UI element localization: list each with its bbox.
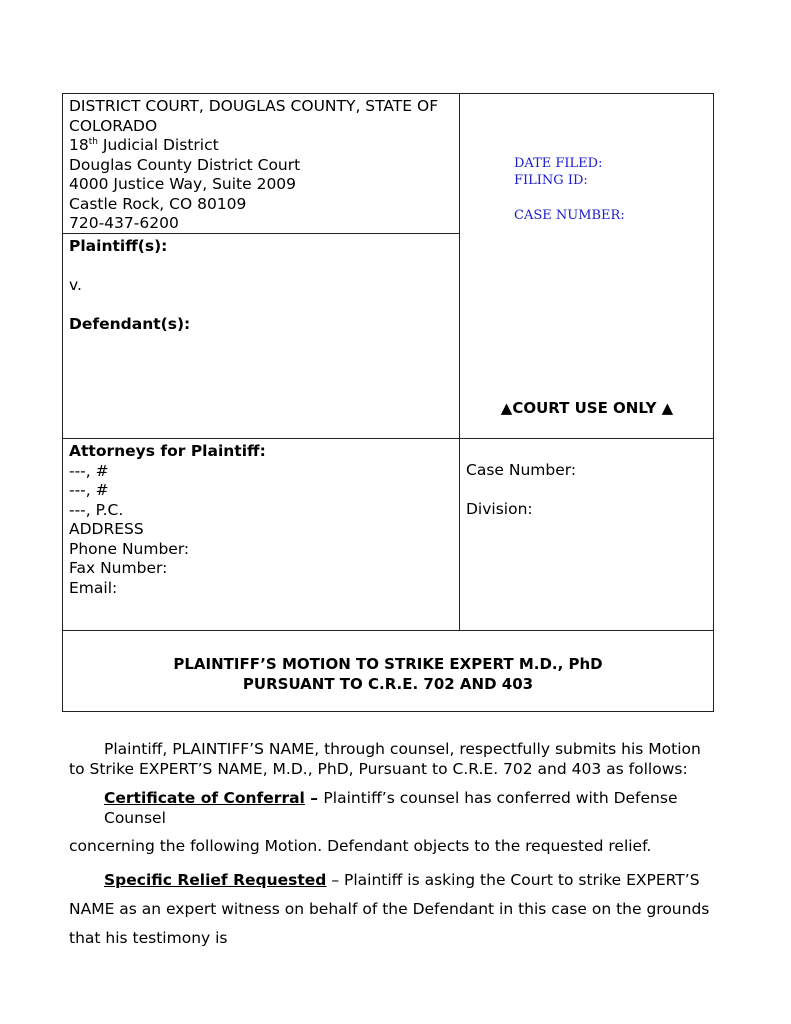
court-city: Castle Rock, CO 80109 <box>69 194 247 213</box>
attorney-line-1: ---, # <box>69 461 109 480</box>
division-label: Division: <box>466 500 533 518</box>
relief-text-line-2: NAME as an expert witness on behalf of the Defendant in this case on the grounds <box>69 900 710 918</box>
parties <box>69 237 190 335</box>
relief-text-line-3: that his testimony is <box>69 929 228 947</box>
attorney-fax: Fax Number: <box>69 559 168 577</box>
attorneys-info <box>69 442 266 598</box>
conferral-paragraph: Certificate of Conferral – Plaintiff’s counsel has conferred with Defense Counsel <box>104 789 704 828</box>
intro-paragraph <box>69 740 714 779</box>
date-filed-label: DATE FILED: <box>514 156 603 171</box>
relief-heading: Specific Relief Requested <box>104 871 327 889</box>
relief-paragraph <box>69 866 714 953</box>
filing-id-label: FILING ID: <box>514 173 588 188</box>
court-info <box>69 97 438 234</box>
case-info <box>466 461 576 520</box>
court-line-1: DISTRICT COURT, DOUGLAS COUNTY, STATE OF <box>69 97 439 115</box>
intro-line-2: to Strike EXPERT’S NAME, M.D., PhD, Pursuant to C.R.E. 702 and 403 as follows: <box>69 759 688 778</box>
motion-title-line-2: PURSUANT TO C.R.E. 702 AND 403 <box>242 675 534 693</box>
motion-title-line-1: PLAINTIFF’S MOTION TO STRIKE EXPERT M.D., PhD <box>173 655 603 673</box>
conferral-heading: Certificate of Conferral <box>104 789 305 807</box>
judicial-district: 18th Judicial District <box>69 136 219 154</box>
court-phone: 720-437-6200 <box>69 214 179 232</box>
court-use-only-label: ▲COURT USE ONLY ▲ <box>500 399 674 417</box>
attorney-address: ADDRESS <box>69 520 144 538</box>
versus-label: v. <box>69 276 82 294</box>
attorney-firm: ---, P.C. <box>69 500 124 519</box>
court-name: Douglas County District Court <box>69 155 301 174</box>
relief-text-line-1: – Plaintiff is asking the Court to strike EXPERT’S <box>326 871 700 889</box>
court-line-2: COLORADO <box>69 116 158 135</box>
motion-title <box>62 654 714 694</box>
attorney-email: Email: <box>69 578 118 597</box>
case-number-label: Case Number: <box>466 461 577 479</box>
plaintiff-label: Plaintiff(s): <box>69 237 168 255</box>
attorneys-label: Attorneys for Plaintiff: <box>69 442 266 460</box>
attorney-line-2: ---, # <box>69 481 109 499</box>
attorney-phone: Phone Number: <box>69 539 190 558</box>
parties-attorneys-divider <box>62 438 714 439</box>
conferral-continuation: concerning the following Motion. Defendant objects to the requested relief. <box>69 837 652 855</box>
conferral-text-line-2: Counsel <box>104 808 166 827</box>
conferral-text-line-1: Plaintiff’s counsel has conferred with Defense <box>323 789 678 807</box>
case-number-stamp-label: CASE NUMBER: <box>514 208 625 223</box>
defendant-label: Defendant(s): <box>69 315 191 333</box>
intro-line-1: Plaintiff, PLAINTIFF’S NAME, through counsel, respectfully submits his Motion <box>104 740 701 758</box>
attorneys-title-divider <box>62 630 714 631</box>
caption-column-divider <box>459 93 460 631</box>
court-street: 4000 Justice Way, Suite 2009 <box>69 175 297 193</box>
